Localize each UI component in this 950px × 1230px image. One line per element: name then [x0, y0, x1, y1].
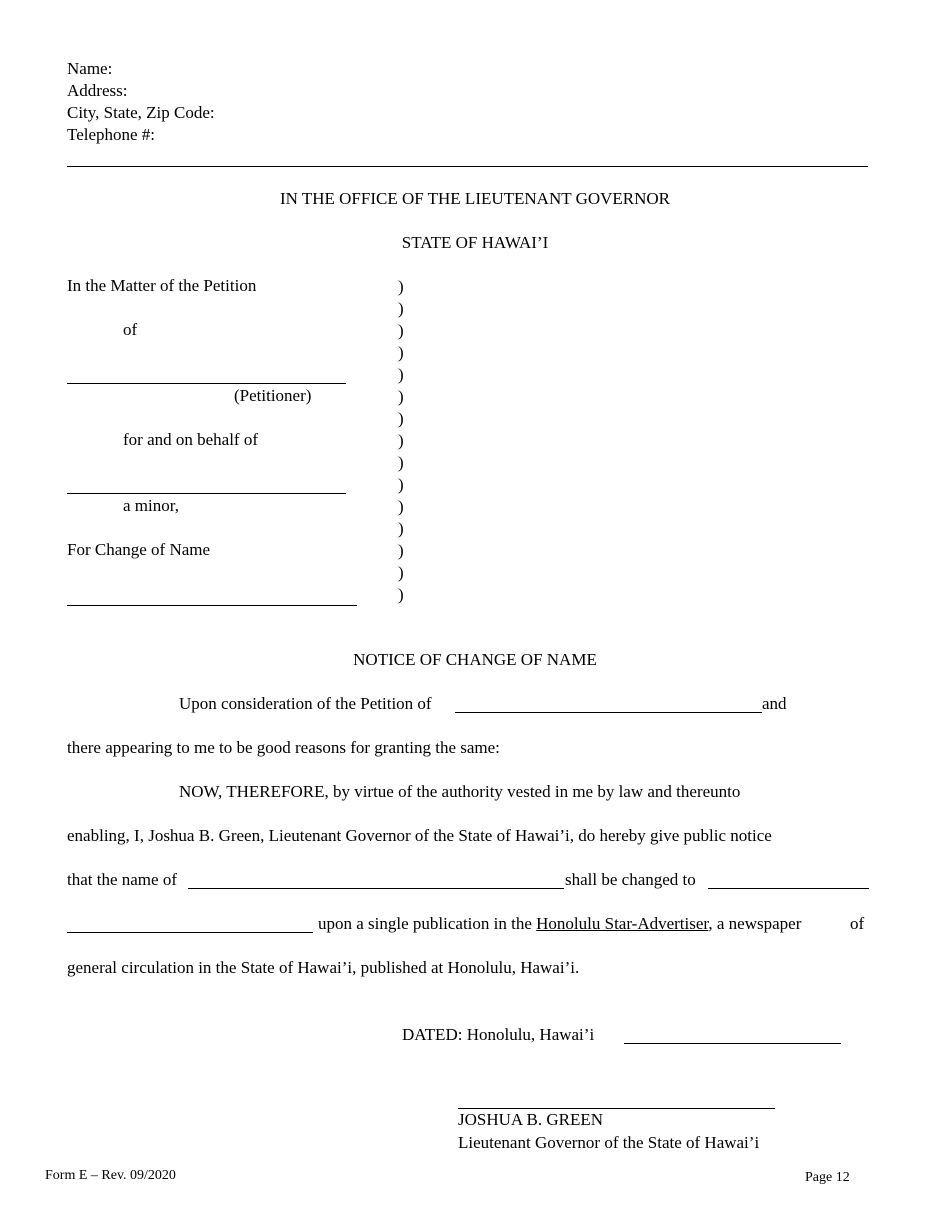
good-reasons-text: there appearing to me to be good reasons for granting the same: — [67, 738, 500, 757]
bracket-mark: ) — [398, 453, 404, 472]
minor-name-line[interactable] — [67, 493, 346, 494]
office-caption: IN THE OFFICE OF THE LIEUTENANT GOVERNOR — [279, 189, 671, 208]
newspaper-tail: , a newspaper — [708, 914, 802, 933]
page-number: Page 12 — [805, 1170, 850, 1185]
city-state-zip-label: City, State, Zip Code: — [67, 103, 215, 122]
and-text: and — [762, 694, 787, 713]
now-therefore-text: NOW, THEREFORE, by virtue of the authority vested in me by law and thereunto — [179, 782, 741, 801]
name-of-text: that the name of — [67, 870, 177, 889]
date-blank[interactable] — [624, 1043, 841, 1044]
matter-petition-text: In the Matter of the Petition — [67, 276, 257, 295]
minor-label: a minor, — [123, 496, 179, 515]
publication-lead: upon a single publication in the — [318, 914, 532, 933]
name-label: Name: — [67, 59, 113, 78]
of-text: of — [850, 914, 865, 933]
address-label: Address: — [67, 81, 128, 100]
bracket-mark: ) — [398, 321, 404, 340]
bracket-mark: ) — [398, 365, 404, 384]
new-name-blank-continued[interactable] — [67, 932, 313, 933]
bracket-mark: ) — [398, 541, 404, 560]
circulation-text: general circulation in the State of Hawai’i, published at Honolulu, Hawai’i. — [67, 958, 580, 977]
petition-of-text: Upon consideration of the Petition of — [179, 694, 432, 713]
bracket-mark: ) — [398, 585, 404, 604]
change-of-name-label: For Change of Name — [67, 540, 211, 559]
publication-text — [318, 913, 801, 935]
new-name-blank[interactable] — [708, 888, 869, 889]
case-number-line[interactable] — [67, 605, 357, 606]
newspaper-name: Honolulu Star-Advertiser — [536, 914, 709, 933]
petition-of-blank[interactable] — [455, 712, 762, 713]
bracket-mark: ) — [398, 475, 404, 494]
state-caption: STATE OF HAWAI’I — [401, 233, 549, 252]
signatory-title: Lieutenant Governor of the State of Hawai’i — [458, 1133, 760, 1152]
notice-title: NOTICE OF CHANGE OF NAME — [353, 650, 597, 669]
signatory-name: JOSHUA B. GREEN — [458, 1110, 603, 1129]
form-revision: Form E – Rev. 09/2020 — [45, 1168, 176, 1183]
telephone-label: Telephone #: — [67, 125, 156, 144]
bracket-mark: ) — [398, 519, 404, 538]
behalf-text: for and on behalf of — [123, 430, 259, 449]
header-divider — [67, 166, 868, 167]
bracket-mark: ) — [398, 277, 404, 296]
matter-of-text: of — [123, 320, 138, 339]
petitioner-name-line[interactable] — [67, 383, 346, 384]
old-name-blank[interactable] — [188, 888, 564, 889]
bracket-mark: ) — [398, 409, 404, 428]
changed-to-text: shall be changed to — [565, 870, 696, 889]
dated-label: DATED: Honolulu, Hawai’i — [402, 1025, 595, 1044]
caption-bracket-column — [398, 276, 412, 606]
bracket-mark: ) — [398, 431, 404, 450]
enabling-text: enabling, I, Joshua B. Green, Lieutenant Governor of the State of Hawai’i, do hereby give public notice — [67, 826, 772, 845]
bracket-mark: ) — [398, 563, 404, 582]
bracket-mark: ) — [398, 343, 404, 362]
petitioner-label: (Petitioner) — [234, 386, 312, 405]
bracket-mark: ) — [398, 497, 404, 516]
bracket-mark: ) — [398, 387, 404, 406]
bracket-mark: ) — [398, 299, 404, 318]
